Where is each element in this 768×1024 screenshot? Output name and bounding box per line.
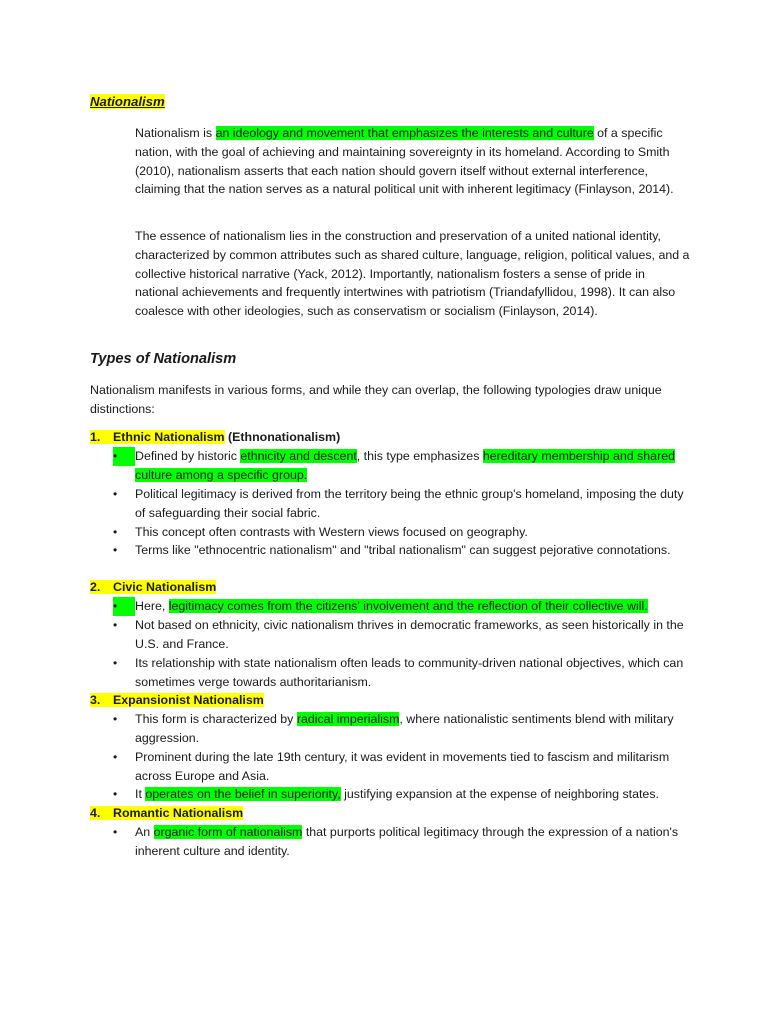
list-item [113, 485, 693, 523]
type-heading-romantic [90, 804, 243, 823]
type-heading-highlight [90, 580, 216, 594]
list-item-text-part: Here, [135, 599, 169, 613]
type-heading-highlight [90, 430, 225, 444]
list-item-text-part: , this type emphasizes [356, 449, 483, 463]
text-highlight: radical imperialism [296, 712, 400, 726]
list-item [113, 597, 693, 616]
text-highlight: organic form of nationalism [153, 825, 303, 839]
list-item [113, 785, 693, 804]
intro-paragraph: Nationalism manifests in various forms, and while they can overlap, the following typologies draw unique distinctions: [90, 383, 662, 416]
list-item [113, 823, 693, 861]
list-item-text-part: , where nationalistic sentiments blend with military aggression. [135, 712, 674, 745]
list-item [113, 541, 693, 560]
list-number: 4. [90, 806, 101, 820]
type-heading-ethnic [90, 428, 340, 447]
list-item-text: Prominent during the late 19th century, it was evident in movements tied to fascism and militarism across Europe and Asia. [135, 750, 670, 783]
list-number: 3. [90, 693, 101, 707]
type-name: Expansionist Nationalism [113, 693, 264, 707]
paragraph-definition [135, 124, 690, 199]
bullet-icon: • [113, 447, 135, 466]
bullet-icon: • [113, 750, 118, 764]
list-item [113, 710, 693, 748]
list-item [113, 447, 693, 485]
p1-highlight: an ideology and movement that emphasizes the interests and culture [215, 126, 594, 140]
bullet-icon: • [113, 825, 118, 839]
text-highlight: hereditary membership and shared culture among a specific group. [135, 449, 675, 482]
type-heading-expansionist [90, 691, 264, 710]
list-item-text: Terms like "ethnocentric nationalism" and "tribal nationalism" can suggest pejorative connotations. [135, 543, 671, 557]
list-item-text [135, 710, 693, 748]
type-name: Ethnic Nationalism [113, 430, 225, 444]
list-item-text-part: This form is characterized by [135, 712, 297, 726]
list-item-text [135, 785, 693, 804]
bullet-icon: • [113, 618, 118, 632]
list-item-text-part: Defined by historic [135, 449, 241, 463]
list-item-text: Its relationship with state nationalism often leads to community-driven national objectives, which can sometimes verge towards authoritarianism. [135, 656, 684, 689]
bullet-icon: • [113, 543, 118, 557]
list-item [113, 654, 693, 692]
paragraph-essence: The essence of nationalism lies in the construction and preservation of a united national identity, characterized by common attributes such as shared culture, language, religion, political values, and a collective historical narrative (Yack, 2012). Importantly, nationalism fosters a sense of pride in national achievements and frequently intertwines with patriotism (Triandafyllidou, 1998). It can also coalesce with other ideologies, such as conservatism or socialism (Finlayson, 2014). [135, 229, 690, 319]
p1-text-end: of a specific nation, with the goal of achieving and maintaining sovereignty in its homeland. According to Smith (2010), nationalism asserts that each nation should govern itself without external interference, claiming that the nation serves as a natural political unit with inherent legitimacy (Finlayson, 2014). [135, 126, 674, 197]
type-name: Romantic Nationalism [113, 806, 244, 820]
type-heading-highlight [90, 806, 243, 820]
p1-text-start: Nationalism is [135, 126, 216, 140]
bullet-icon: • [113, 487, 118, 501]
document-title [90, 93, 165, 111]
list-item [113, 748, 693, 786]
list-item-text-part: justifying expansion at the expense of neighboring states. [340, 787, 659, 801]
section-heading: Types of Nationalism [90, 351, 237, 367]
type-heading-highlight [90, 693, 264, 707]
list-number: 2. [90, 580, 101, 594]
text-highlight: legitimacy comes from the citizens' involvement and the reflection of their collective will. [168, 599, 648, 613]
list-item-text: Political legitimacy is derived from the territory being the ethnic group's homeland, imposing the duty of safeguarding their social fabric. [135, 487, 684, 520]
list-item [113, 523, 693, 542]
title-highlight: Nationalism [90, 94, 165, 109]
list-item-text: Not based on ethnicity, civic nationalism thrives in democratic frameworks, as seen historically in the U.S. and France. [135, 618, 684, 651]
list-item-text-part: that purports political legitimacy through the expression of a nation's inherent culture and identity. [135, 825, 679, 858]
type-heading-civic [90, 578, 216, 597]
type-suffix: (Ethnonationalism) [224, 430, 341, 444]
bullet-icon: • [113, 597, 135, 616]
type-name: Civic Nationalism [113, 580, 217, 594]
list-item-text [135, 823, 693, 861]
list-item [113, 616, 693, 654]
text-highlight: ethnicity and descent [240, 449, 357, 463]
list-item-text-part: It [135, 787, 146, 801]
bullet-icon: • [113, 712, 118, 726]
bullet-icon: • [113, 525, 118, 539]
bullet-icon: • [113, 787, 118, 801]
bullet-icon: • [113, 656, 118, 670]
list-item-text-part: An [135, 825, 154, 839]
text-highlight: operates on the belief in superiority, [145, 787, 341, 801]
list-item-text: This concept often contrasts with Western views focused on geography. [135, 525, 528, 539]
list-item-text [135, 447, 693, 485]
list-number: 1. [90, 430, 101, 444]
list-item-text [135, 597, 693, 616]
